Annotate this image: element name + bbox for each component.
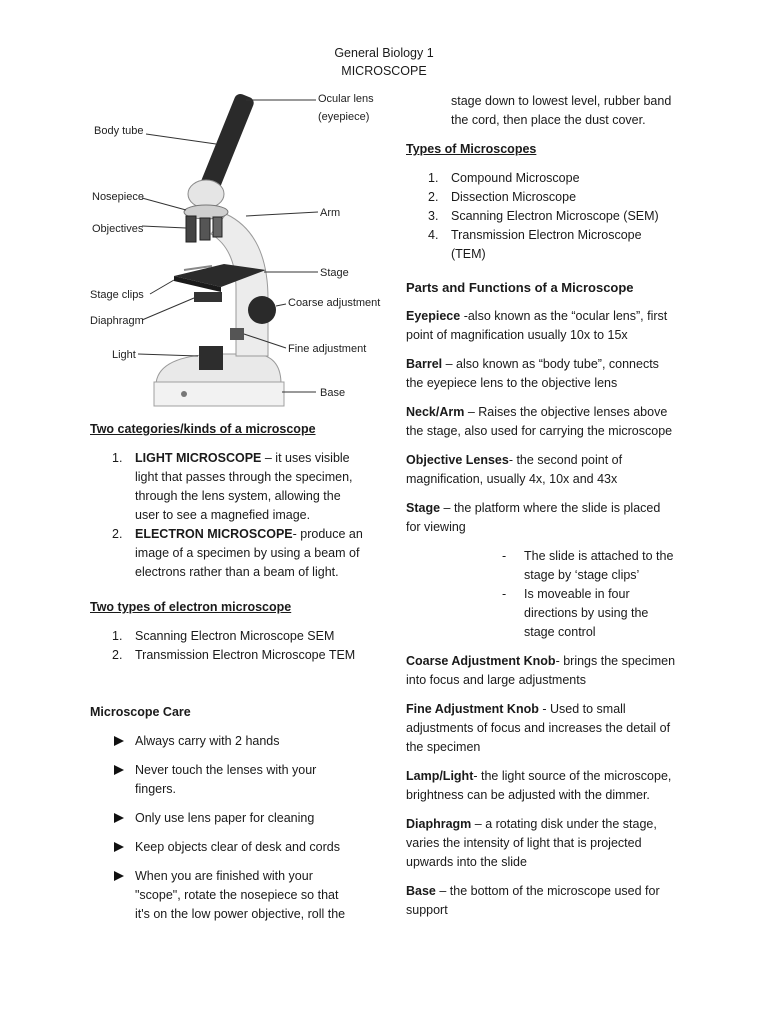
label-coarse: Coarse adjustment <box>288 297 381 309</box>
part-arm: Neck/Arm – Raises the objective lenses above the stage, also used for carrying the microscope <box>406 405 673 438</box>
electron-types-title: Two types of electron microscope <box>90 600 292 614</box>
list-item: 1. Scanning Electron Microscope SEM <box>112 629 335 643</box>
part-stage: Stage – the platform where the slide is placed for viewing <box>406 501 661 534</box>
diaphragm <box>194 292 222 302</box>
microscope-diagram <box>86 84 386 412</box>
category-electron-text: - produce an <box>292 527 363 541</box>
label-light: Light <box>112 349 136 361</box>
label-fine: Fine adjustment <box>288 343 367 355</box>
document-header <box>0 44 768 80</box>
arrow-bullet-icon <box>114 765 124 775</box>
list-item: Keep objects clear of desk and cords <box>90 838 380 857</box>
label-stage-clips: Stage clips <box>90 289 144 301</box>
microscope-body-tube <box>188 92 256 208</box>
label-diaphragm: Diaphragm <box>90 315 144 327</box>
document-title: MICROSCOPE <box>341 64 427 78</box>
category-item-electron: 2. ELECTRON MICROSCOPE- produce an image of a specimen by using a beam of electrons rather than a beam of light. <box>112 527 363 579</box>
types-title: Types of Microscopes <box>406 142 537 156</box>
list-item: When you are finished with your "scope", rotate the nosepiece so that it's on the low power objective, roll the <box>90 867 380 924</box>
categories-list <box>90 449 380 582</box>
arrow-bullet-icon <box>114 842 124 852</box>
part-diaphragm: Diaphragm – a rotating disk under the stage, varies the intensity of light that is projected upwards into the slide <box>406 817 657 869</box>
label-ocular: Ocular lens <box>318 93 374 105</box>
part-coarse: Coarse Adjustment Knob- brings the specimen into focus and large adjustments <box>406 654 676 687</box>
list-item: 2. Dissection Microscope <box>428 190 577 204</box>
arrow-bullet-icon <box>114 813 124 823</box>
label-objectives: Objectives <box>92 223 144 235</box>
list-item: 2. Transmission Electron Microscope TEM <box>112 648 356 662</box>
category-item-light: 1. LIGHT MICROSCOPE – it uses visible light that passes through the specimen, through the lens system, allowing the user to see a magnefied image. <box>112 451 353 522</box>
care-title: Microscope Care <box>90 705 191 719</box>
list-item: - The slide is attached to the stage by ‘stage clips’ <box>502 549 674 582</box>
list-item: 4. Transmission Electron Microscope (TEM) <box>428 228 642 261</box>
list-item: 3. Scanning Electron Microscope (SEM) <box>428 209 659 223</box>
left-column <box>90 420 380 924</box>
label-base: Base <box>320 387 346 399</box>
part-fine: Fine Adjustment Knob - Used to small adjustments of focus and increases the detail of the specimen <box>406 702 671 754</box>
list-item: 1. Compound Microscope <box>428 171 580 185</box>
category-light-text: – it uses visible <box>261 451 350 465</box>
label-stage: Stage <box>320 267 349 279</box>
label-arm: Arm <box>320 207 341 219</box>
electron-types-list <box>90 627 380 665</box>
list-item: Only use lens paper for cleaning <box>90 809 380 828</box>
arrow-bullet-icon <box>114 871 124 881</box>
label-nosepiece: Nosepiece <box>92 191 144 203</box>
objective-lens <box>186 216 196 242</box>
care-list <box>90 732 380 924</box>
list-item: Always carry with 2 hands <box>90 732 380 751</box>
coarse-knob <box>248 296 276 324</box>
part-lamp: Lamp/Light- the light source of the microscope, brightness can be adjusted with the dimmer. <box>406 769 672 802</box>
parts-title: Parts and Functions of a Microscope <box>406 280 634 295</box>
part-objective: Objective Lenses- the second point of magnification, usually 4x, 10x and 43x <box>406 453 623 486</box>
arrow-bullet-icon <box>114 736 124 746</box>
list-item: Never touch the lenses with your fingers. <box>90 761 380 799</box>
part-base: Base – the bottom of the microscope used for support <box>406 884 660 917</box>
course-title: General Biology 1 <box>334 46 434 60</box>
fine-knob <box>230 328 244 340</box>
part-barrel: Barrel – also known as “body tube”, connects the eyepiece lens to the objective lens <box>406 357 659 390</box>
label-body-tube: Body tube <box>94 125 144 137</box>
types-list <box>406 169 686 264</box>
categories-title: Two categories/kinds of a microscope <box>90 422 316 436</box>
label-ocular-2: (eyepiece) <box>318 111 370 123</box>
stage-notes <box>406 547 686 642</box>
care-continuation: stage down to lowest level, rubber band the cord, then place the dust cover. <box>451 94 672 127</box>
list-item: - Is moveable in four directions by using the stage control <box>502 587 649 639</box>
part-eyepiece: Eyepiece -also known as the “ocular lens”, first point of magnification usually 10x to 15x <box>406 309 668 342</box>
right-column <box>406 92 686 920</box>
